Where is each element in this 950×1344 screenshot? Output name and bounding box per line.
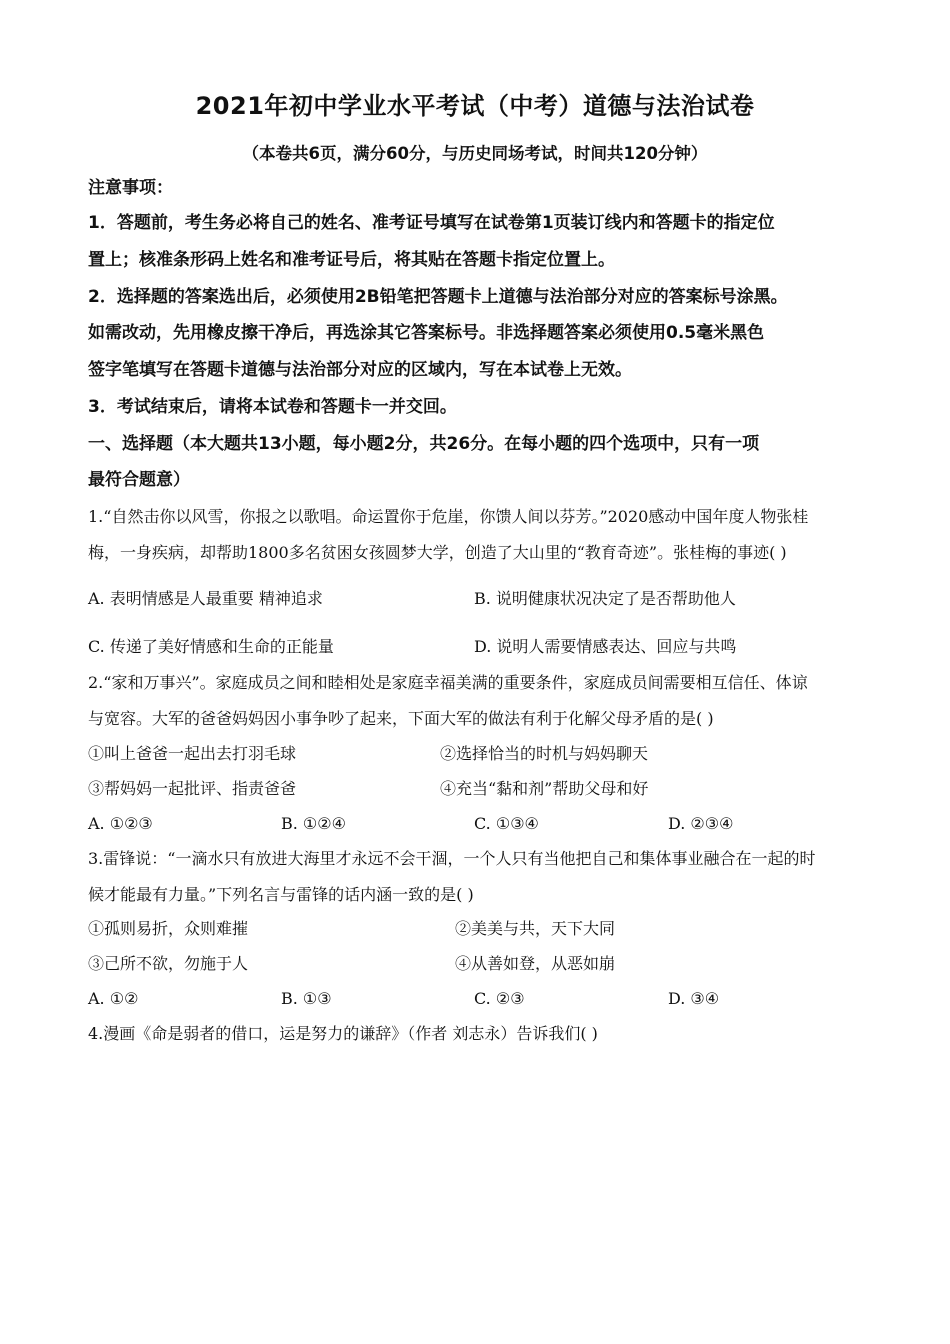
question-1-stem: 梅，一身疾病，却帮助1800多名贫困女孩圆梦大学，创造了大山里的“教育奇迹”。张桂梅的事迹( ): [88, 543, 787, 562]
notice-heading: 注意事项：: [88, 178, 173, 198]
question-3-option-c: C. ②③: [474, 989, 525, 1008]
section-heading: 最符合题意）: [88, 470, 190, 490]
notice-line: 签字笔填写在答题卡道德与法治部分对应的区域内，写在本试卷上无效。: [88, 360, 632, 380]
question-2-statement: ③帮妈妈一起批评、指责爸爸: [88, 779, 297, 798]
question-3-statement: ④从善如登，从恶如崩: [455, 954, 616, 973]
question-2-statement: ②选择恰当的时机与妈妈聊天: [440, 744, 649, 763]
exam-title: 2021年初中学业水平考试（中考）道德与法治试卷: [195, 92, 755, 120]
question-1-stem: 1.“自然击你以风雪，你报之以歌唱。命运置你于危崖，你馈人间以芬芳。”2020感动中国年度人物张桂: [88, 507, 809, 526]
question-3-stem: 3.雷锋说：“一滴水只有放进大海里才永远不会干涸，一个人只有当他把自己和集体事业融合在一起的时: [88, 849, 816, 868]
question-3-option-d: D. ③④: [668, 989, 720, 1008]
question-2-option-a: A. ①②③: [88, 814, 153, 833]
notice-line: 1．答题前，考生务必将自己的姓名、准考证号填写在试卷第1页装订线内和答题卡的指定位: [88, 213, 775, 233]
question-1-option-c: C. 传递了美好情感和生命的正能量: [88, 637, 334, 656]
question-2-stem: 与宽容。大军的爸爸妈妈因小事争吵了起来，下面大军的做法有利于化解父母矛盾的是( ): [88, 709, 714, 728]
question-1-option-b: B. 说明健康状况决定了是否帮助他人: [474, 589, 736, 608]
notice-line: 2．选择题的答案选出后，必须使用2B铅笔把答题卡上道德与法治部分对应的答案标号涂黑。: [88, 287, 788, 307]
question-2-option-d: D. ②③④: [668, 814, 734, 833]
question-2-option-b: B. ①②④: [281, 814, 346, 833]
question-2-option-c: C. ①③④: [474, 814, 539, 833]
question-2-stem: 2.“家和万事兴”。家庭成员之间和睦相处是家庭幸福美满的重要条件，家庭成员间需要相互信任、体谅: [88, 673, 808, 692]
notice-line: 置上；核准条形码上姓名和准考证号后，将其贴在答题卡指定位置上。: [88, 250, 615, 270]
exam-subtitle: （本卷共6页，满分60分，与历史同场考试，时间共120分钟）: [242, 144, 708, 163]
question-3-option-b: B. ①③: [281, 989, 332, 1008]
question-3-stem: 候才能最有力量。”下列名言与雷锋的话内涵一致的是( ): [88, 885, 474, 904]
notice-line: 如需改动，先用橡皮擦干净后，再选涂其它答案标号。非选择题答案必须使用0.5毫米黑色: [88, 323, 765, 343]
question-3-statement: ①孤则易折，众则难摧: [88, 919, 249, 938]
question-3-option-a: A. ①②: [88, 989, 139, 1008]
question-2-statement: ④充当“黏和剂”帮助父母和好: [440, 779, 649, 798]
question-1-option-d: D. 说明人需要情感表达、回应与共鸣: [474, 637, 737, 656]
question-3-statement: ③己所不欲，勿施于人: [88, 954, 249, 973]
section-heading: 一、选择题（本大题共13小题，每小题2分，共26分。在每小题的四个选项中，只有一项: [88, 434, 760, 454]
question-1-option-a: A. 表明情感是人最重要 精神追求: [88, 589, 323, 608]
question-4-stem: 4.漫画《命是弱者的借口，运是努力的谦辞》（作者 刘志永）告诉我们( ): [88, 1024, 598, 1043]
question-3-statement: ②美美与共，天下大同: [455, 919, 616, 938]
question-2-statement: ①叫上爸爸一起出去打羽毛球: [88, 744, 297, 763]
notice-line: 3．考试结束后，请将本试卷和答题卡一并交回。: [88, 397, 457, 417]
